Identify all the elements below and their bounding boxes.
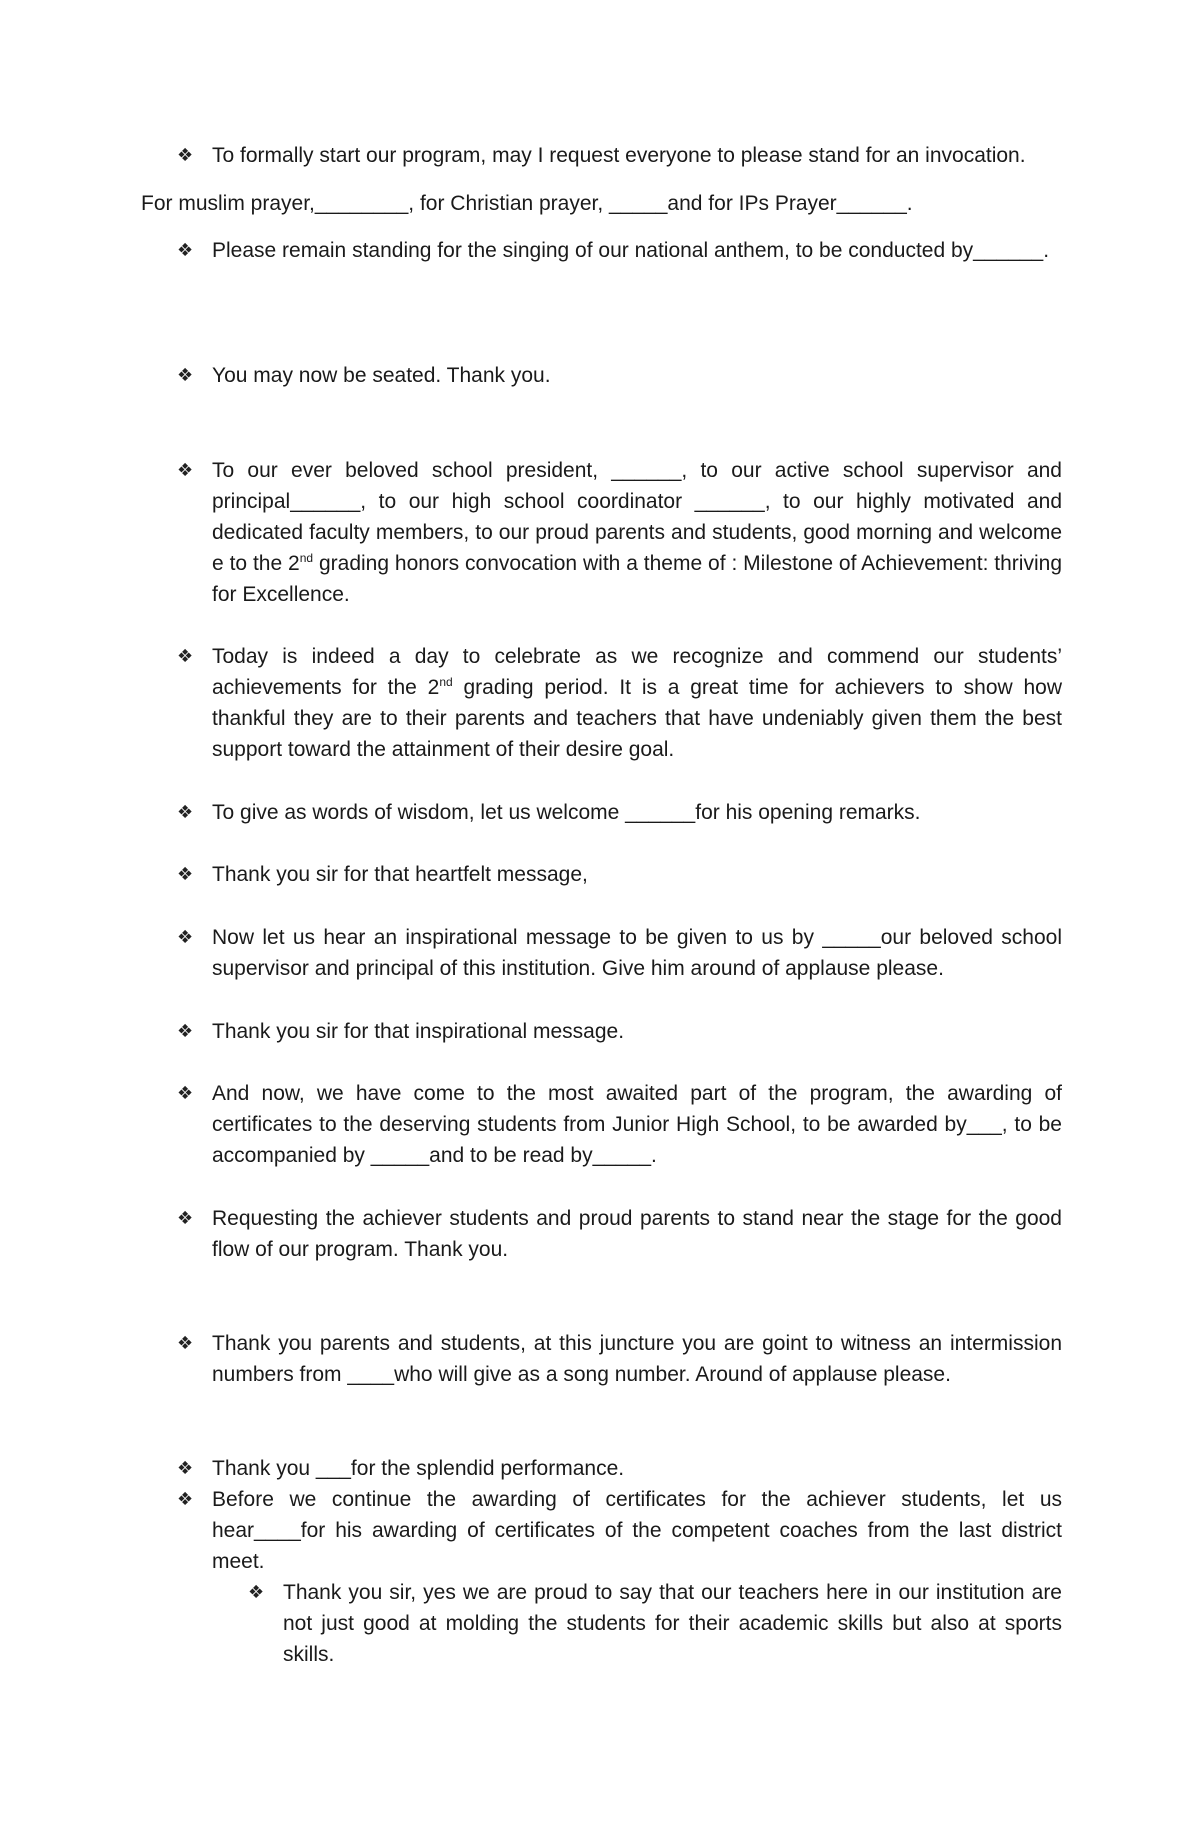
diamond-bullet-icon: ❖	[177, 145, 194, 165]
sub-list-item	[248, 1577, 1062, 1670]
diamond-bullet-icon: ❖	[177, 460, 194, 480]
diamond-bullet-icon: ❖	[177, 802, 194, 822]
item-text: And now, we have come to the most awaited part of the program, the awarding of certificates to the deserving students from Junior High School, to be awarded by___, to be accompanied by _____and to be read by_____.	[212, 1082, 1062, 1167]
list-item	[177, 922, 1062, 984]
list-item	[177, 1453, 1062, 1484]
list-item	[177, 455, 1062, 610]
item-text: To give as words of wisdom, let us welcome ______for his opening remarks.	[212, 801, 921, 824]
item-text: Before we continue the awarding of certificates for the achiever students, let us hear____for his awarding of certificates of the competent coaches from the last district meet.	[212, 1488, 1062, 1573]
prayer-paragraph: For muslim prayer,________, for Christian prayer, _____and for IPs Prayer______.	[141, 192, 913, 215]
diamond-bullet-icon: ❖	[177, 1333, 194, 1353]
list-item	[177, 1203, 1062, 1265]
list-item	[177, 360, 1062, 391]
ordinal-suffix: nd	[439, 675, 453, 689]
diamond-bullet-icon: ❖	[177, 1458, 194, 1478]
item-text: Thank you sir for that heartfelt message,	[212, 863, 588, 886]
diamond-bullet-icon: ❖	[177, 927, 194, 947]
diamond-bullet-icon: ❖	[177, 1083, 194, 1103]
ordinal-suffix: nd	[299, 551, 314, 565]
item-text: Thank you sir, yes we are proud to say that our teachers here in our institution are not just good at molding the students for their academic skills but also at sports skills.	[283, 1581, 1062, 1666]
diamond-bullet-icon: ❖	[177, 240, 194, 260]
diamond-bullet-icon: ❖	[177, 365, 194, 385]
item-text: Thank you sir for that inspirational message.	[212, 1020, 625, 1043]
diamond-bullet-icon: ❖	[177, 1489, 194, 1509]
item-text: Today is indeed a day to celebrate as we recognize and commend our students’ achievements for the 2	[212, 645, 1062, 699]
list-item	[177, 1484, 1062, 1577]
list-item	[177, 797, 1062, 828]
list-item	[177, 1078, 1062, 1171]
item-text: To our ever beloved school president, ______, to our active school supervisor and principal______, to our high school coordinator ______, to our highly motivated and dedicated faculty members, to our proud parents and students, good morning and welcome e to the 2	[212, 459, 1062, 575]
item-text: Thank you ___for the splendid performance.	[212, 1457, 625, 1480]
item-text: grading period. It is a great time for achievers to show how thankful they are to their parents and teachers that have undeniably given them the best support toward the attainment of their desire goal.	[212, 676, 1063, 761]
item-text: To formally start our program, may I request everyone to please stand for an invocation.	[212, 144, 1026, 167]
diamond-bullet-icon: ❖	[177, 864, 194, 884]
item-text: Please remain standing for the singing of our national anthem, to be conducted by______.	[212, 239, 1050, 262]
list-item	[177, 641, 1063, 765]
diamond-bullet-icon: ❖	[177, 1208, 194, 1228]
item-text: You may now be seated. Thank you.	[212, 364, 551, 387]
item-text: Now let us hear an inspirational message to be given to us by _____our beloved school supervisor and principal of this institution. Give him around of applause please.	[212, 926, 1062, 980]
diamond-bullet-icon: ❖	[177, 1021, 194, 1041]
list-item	[177, 859, 1062, 890]
item-text: Thank you parents and students, at this juncture you are goint to witness an intermission numbers from ____who will give as a song number. Around of applause please.	[212, 1332, 1062, 1386]
list-item	[177, 1016, 1062, 1047]
list-item	[177, 1328, 1062, 1390]
item-text: Requesting the achiever students and proud parents to stand near the stage for the good flow of our program. Thank you.	[212, 1207, 1062, 1261]
item-text: grading honors convocation with a theme of : Milestone of Achievement: thriving for Excellence.	[212, 552, 1062, 606]
diamond-bullet-icon: ❖	[177, 646, 194, 666]
list-item	[177, 140, 1062, 171]
list-item	[177, 235, 1062, 266]
diamond-bullet-icon: ❖	[248, 1582, 265, 1602]
